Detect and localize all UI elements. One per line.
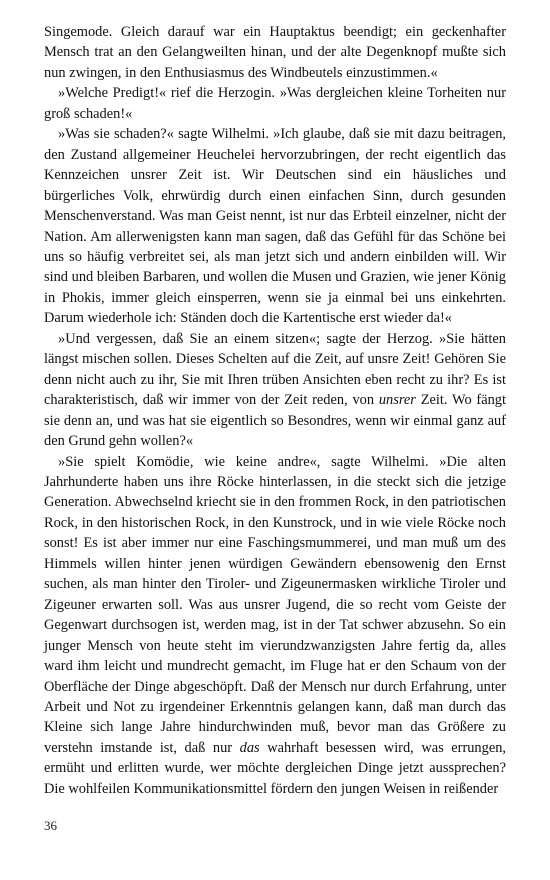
text-run: wahrhaft besessen wird, was errungen, ermüht und erlitten wurde, wer möchte dergleichen Dinge jetzt aussprechen? Die wohlfeilen Kommunikationsmittel fördern den jungen Weisen in reißender [44, 739, 506, 797]
page-number: 36 [44, 818, 57, 833]
text-run: »Sie spielt Komödie, wie keine andre«, sagte Wilhelmi. »Die alten Jahrhunderte haben uns ihre Röcke hinterlassen, in die steckt sich die jetzige Generation. Abwechselnd kriecht sie in den frommen Rock, in den patriotischen Rock, in den historischen Rock, in den Kunstrock, und in wie viele Röcke noch sonst! Es ist aber immer nur eine Faschingsmummerei, und man muß um des Himmels willen hinter jenen würdigen Gewändern ebensowenig den Ernst suchen, als man hinter den Tiroler- und Zigeunermasken wirkliche Tiroler und Zigeuner erwarten soll. Was aus unsrer Jugend, die so recht vom Geiste der Gegenwart durchsogen ist, werden mag, ist in der Tat schwer abzusehn. So ein junger Mensch von heute steht im vierundzwanzigsten Jahre fertig da, alles ward ihm leicht und mundrecht gemacht, im Fluge hat er den Schaum von der Oberfläche der Dinge abgeschöpft. Daß der Mensch nur durch Erfahrung, unter Arbeit und Not zu irgendeiner Erkenntnis gelangen kann, daß man durch das Kleine sich lange Jahre hindurchwinden muß, bevor man das Größere zu verstehn imstande ist, daß nur [44, 453, 506, 756]
paragraph-herzog [44, 329, 506, 452]
emphasis-text: unsrer [378, 392, 416, 409]
book-page [44, 22, 506, 799]
text-run: Zeit. Wo fängt sie denn an, und was hat sie eigentlich so Besondres, wenn wir einmal ganz auf den Grund gehn wollen?« [44, 392, 506, 450]
paragraph-wilhelmi-komoedie [44, 452, 506, 800]
emphasis-text: das [239, 739, 260, 756]
text-run: »Und vergessen, daß Sie an einem sitzen«; sagte der Herzog. »Sie hätten längst mischen sollen. Dieses Schelten auf die Zeit, auf unsre Zeit! Gehören Sie denn nicht auch zu ihr, Sie mit Ihren trüben Ansichten eben recht zu ihr? Es ist charakteristisch, daß wir immer von der Zeit reden, von [44, 330, 506, 409]
paragraph-herzogin: »Welche Predigt!« rief die Herzogin. »Was dergleichen kleine Torheiten nur groß schaden!« [44, 85, 506, 122]
paragraph-continuation: Singemode. Gleich darauf war ein Hauptaktus beendigt; ein geckenhafter Mensch trat an den Gelangweilten hinan, und der alte Degenknopf mußte sich nun zwingen, in den Enthusiasmus des Windbeutels einzustimmen.« [44, 24, 506, 81]
paragraph-wilhelmi-reply: »Was sie schaden?« sagte Wilhelmi. »Ich glaube, daß sie mit dazu beitragen, den Zustand allgemeiner Heuchelei hervorzubringen, der recht eigentlich das Kennzeichen unsrer Zeit ist. Wir Deutschen sind ein häusliches und bürgerliches Volk, ehrwürdig durch einen einfachen Sinn, durch gesunden Menschenverstand. Was man Geist nennt, ist nur das Erbteil einzelner, nicht der Nation. Am allerwenigsten kann man sagen, daß das Gefühl für das Schöne bei uns so häufig verbreitet sei, als man jetzt sich und andern einbilden will. Wir sind und bleiben Barbaren, und wollen die Musen und Grazien, wie jener König in Phokis, immer gleich einsperren, wenn sie ja einmal bei uns einkehrten. Darum wiederhole ich: Ständen doch die Kartentische erst wieder da!« [44, 126, 506, 327]
